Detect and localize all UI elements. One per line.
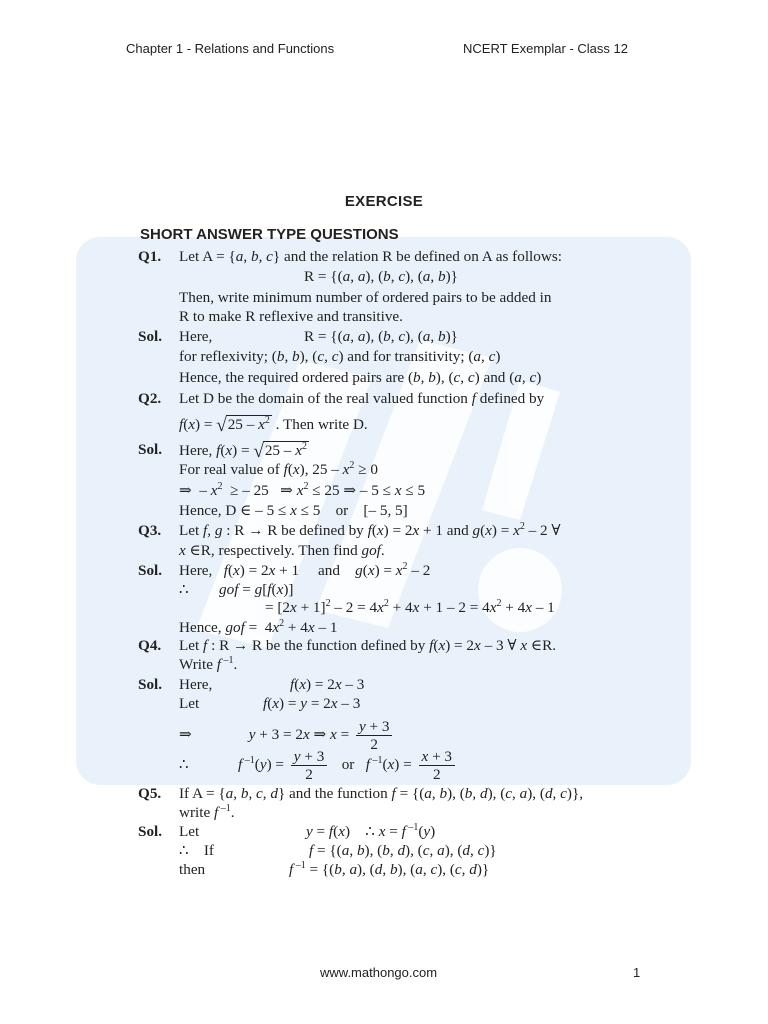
- s1-line-1: Here,: [179, 328, 213, 345]
- s5-eq-1: y = f(x) ∴ x = f $^{-1}$(y): [306, 821, 436, 840]
- q1-text-line-1: Let A = {a, b, c} and the relation R be defined on A as follows:: [179, 248, 562, 265]
- s3-label: Sol.: [138, 562, 163, 579]
- s3-line-2: ∴ gof = g[f(x)]: [179, 581, 294, 598]
- q4-line-2: Write f $^{-1}$.: [179, 654, 238, 673]
- s4-eq-2: f(x) = y = 2x – 3: [263, 695, 361, 712]
- s5-line-3: then: [179, 861, 206, 878]
- s2-line-3: ⇒ – $x^2$ ≥ – 25 ⇒ $x^2 \le 25$ ⇒ – 5 ≤ x ≤ 5: [179, 480, 426, 499]
- s5-eq-2: f = {(a, b), (b, d), (c, a), (d, c)}: [309, 842, 497, 859]
- q2-line-1: Let D be the domain of the real valued function f defined by: [179, 390, 545, 407]
- q5-line-1: If A = {a, b, c, d} and the function f = {(a, b), (b, d), (c, a), (d, c)},: [179, 785, 584, 802]
- q1-text-line-2: Then, write minimum number of ordered pairs to be added in: [179, 289, 552, 306]
- s5-eq-3: f $^{-1}$ = {(b, a), (d, b), (a, c), (c, d)}: [289, 859, 490, 878]
- exercise-title: EXERCISE: [344, 193, 424, 210]
- q5-label: Q5.: [138, 785, 162, 802]
- q2-label: Q2.: [138, 390, 162, 407]
- s1-line-3: Hence, the required ordered pairs are (b, b), (c, c) and (a, c): [179, 369, 542, 386]
- s3-line-4: Hence, gof = $4x^2 + 4x - 1$: [179, 617, 338, 636]
- q2-line-2: $f(x) = √25 - x^2$ . Then write D.: [179, 414, 368, 436]
- s2-label: Sol.: [138, 441, 163, 458]
- header-book: NCERT Exemplar - Class 12: [463, 41, 628, 56]
- s1-relation: R = {(a, a), (b, c), (a, b)}: [304, 328, 458, 345]
- s4-line-1: Here,: [179, 676, 213, 693]
- header-chapter: Chapter 1 - Relations and Functions: [126, 41, 335, 56]
- s5-line-1: Let: [179, 823, 200, 840]
- s3-line-1: Here, f(x) = 2x + 1 and $g(x) = x^2 - 2$: [179, 560, 431, 579]
- s2-line-1: Here, $f(x) = √25 - x^2$: [179, 440, 307, 462]
- s1-line-2: for reflexivity; (b, b), (c, c) and for transitivity; (a, c): [179, 348, 501, 365]
- q3-label: Q3.: [138, 522, 162, 539]
- s3-line-3: = $[2x + 1]^2 - 2 = 4x^2 + 4x + 1 - 2 = 4x^2 + 4x - 1$: [265, 597, 555, 616]
- s4-label: Sol.: [138, 676, 163, 693]
- s5-label: Sol.: [138, 823, 163, 840]
- page-number: 1: [633, 965, 641, 980]
- q4-line-1: Let f : R → R be the function defined by f(x) = 2x – 3 ∀ x ∈R.: [179, 637, 557, 654]
- q4-label: Q4.: [138, 637, 162, 654]
- s4-line-2: Let: [179, 695, 200, 712]
- q1-relation: R = {(a, a), (b, c), (a, b)}: [304, 268, 458, 285]
- s4-line-3: ⇒ y + 3 = 2x ⇒ x = $\frac{y + 3}{2}$: [179, 718, 395, 753]
- q1-text-line-3: R to make R reflexive and transitive.: [179, 308, 403, 325]
- s2-line-2: For real value of f(x), $25 - x^2 \ge 0$: [179, 459, 378, 478]
- q5-line-2: write f $^{-1}$.: [179, 802, 235, 821]
- s1-label: Sol.: [138, 328, 163, 345]
- section-heading: SHORT ANSWER TYPE QUESTIONS: [140, 226, 399, 243]
- footer-url[interactable]: www.mathongo.com: [320, 965, 438, 980]
- s2-line-4: Hence, D ∈ – 5 ≤ x ≤ 5 or [– 5, 5]: [179, 502, 408, 519]
- s4-eq-1: f(x) = 2x – 3: [290, 676, 365, 693]
- s4-line-4: ∴ f $^{-1}$(y) = $\frac{y + 3}{2}$ or f $^{-1}$(x) = $\frac{x + 3}{2}$: [179, 748, 458, 783]
- q1-label: Q1.: [138, 248, 162, 265]
- q3-line-1: Let f, g : R → R be defined by f(x) = 2x + 1 and $g(x) = x^2 - 2$ ∀: [179, 520, 561, 539]
- q3-line-2: x ∈R, respectively. Then find gof.: [179, 542, 385, 559]
- s5-line-2: ∴ If: [179, 842, 214, 859]
